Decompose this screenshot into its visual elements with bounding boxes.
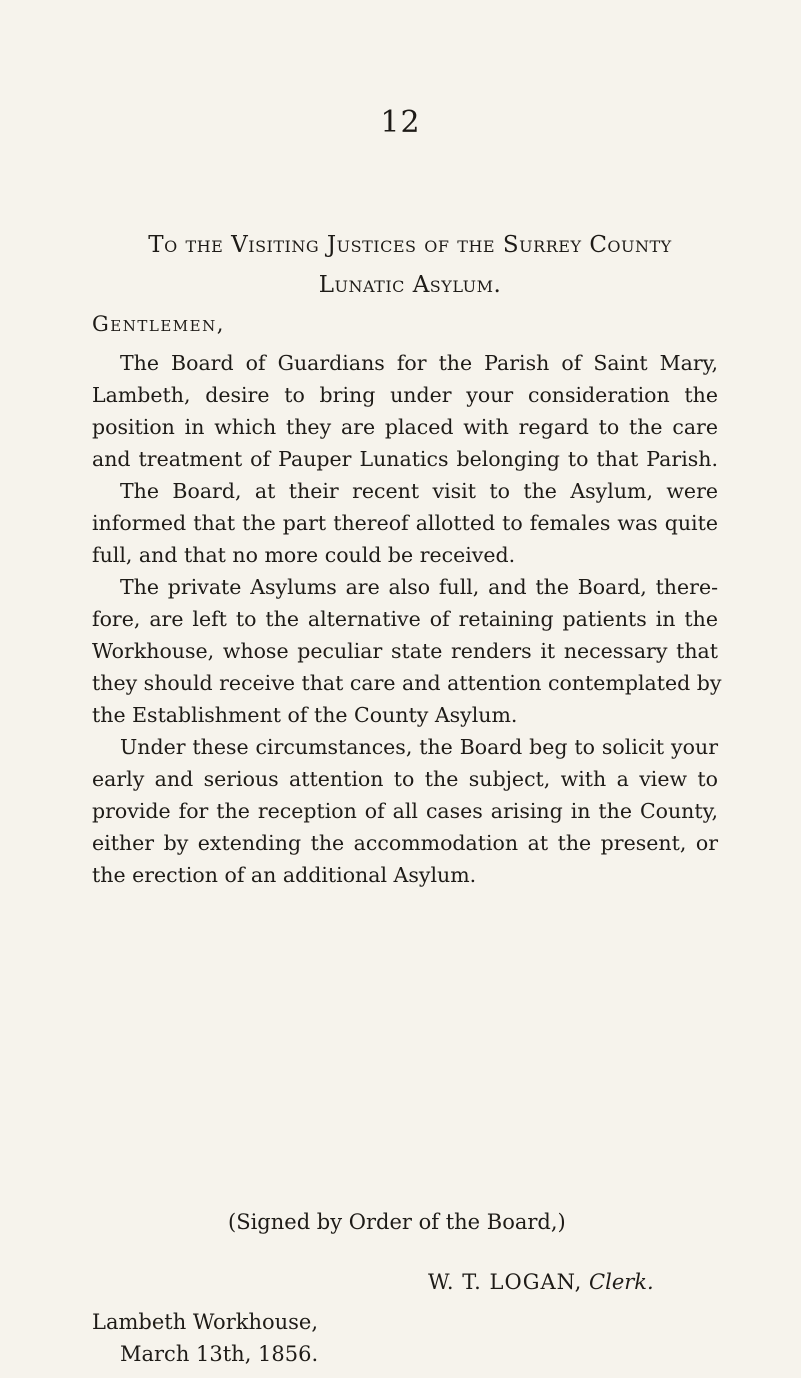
body-line: either by extending the accommodation at the present, or: [92, 831, 718, 855]
letter-date: March 13th, 1856.: [120, 1342, 319, 1366]
body-line: and treatment of Pauper Lunatics belonging to that Parish.: [92, 447, 718, 471]
body-line: Workhouse, whose peculiar state renders it necessary that: [92, 639, 718, 663]
body-line: full, and that no more could be received.: [92, 543, 516, 567]
body-line: early and serious attention to the subject, with a view to: [92, 767, 718, 791]
letter-heading-line-2: Lunatic Asylum.: [318, 272, 502, 298]
body-line: Under these circumstances, the Board beg to solicit your: [120, 735, 718, 759]
page-number: 12: [380, 105, 421, 140]
letter-heading-line-1: To the Visiting Justices of the Surrey County: [148, 232, 672, 258]
body-line: The Board of Guardians for the Parish of Saint Mary,: [120, 351, 718, 375]
body-line: the Establishment of the County Asylum.: [92, 703, 518, 727]
body-line: fore, are left to the alternative of retaining patients in the: [92, 607, 718, 631]
body-line: The private Asylums are also full, and the Board, there-: [120, 575, 718, 599]
letter-place: Lambeth Workhouse,: [92, 1310, 319, 1334]
body-line: they should receive that care and attention contemplated by: [92, 671, 722, 695]
signatory-role: Clerk.: [589, 1270, 654, 1294]
body-line: the erection of an additional Asylum.: [92, 863, 477, 887]
body-line: informed that the part thereof allotted to females was quite: [92, 511, 718, 535]
body-line: Lambeth, desire to bring under your consideration the: [92, 383, 718, 407]
salutation: Gentlemen,: [92, 312, 225, 336]
signed-by-order-note: (Signed by Order of the Board,): [228, 1210, 566, 1234]
signature: [428, 1270, 654, 1294]
body-line: position in which they are placed with regard to the care: [92, 415, 718, 439]
signatory-name: W. T. LOGAN,: [428, 1270, 583, 1294]
body-line: provide for the reception of all cases arising in the County,: [92, 799, 718, 823]
body-line: The Board, at their recent visit to the Asylum, were: [120, 479, 718, 503]
